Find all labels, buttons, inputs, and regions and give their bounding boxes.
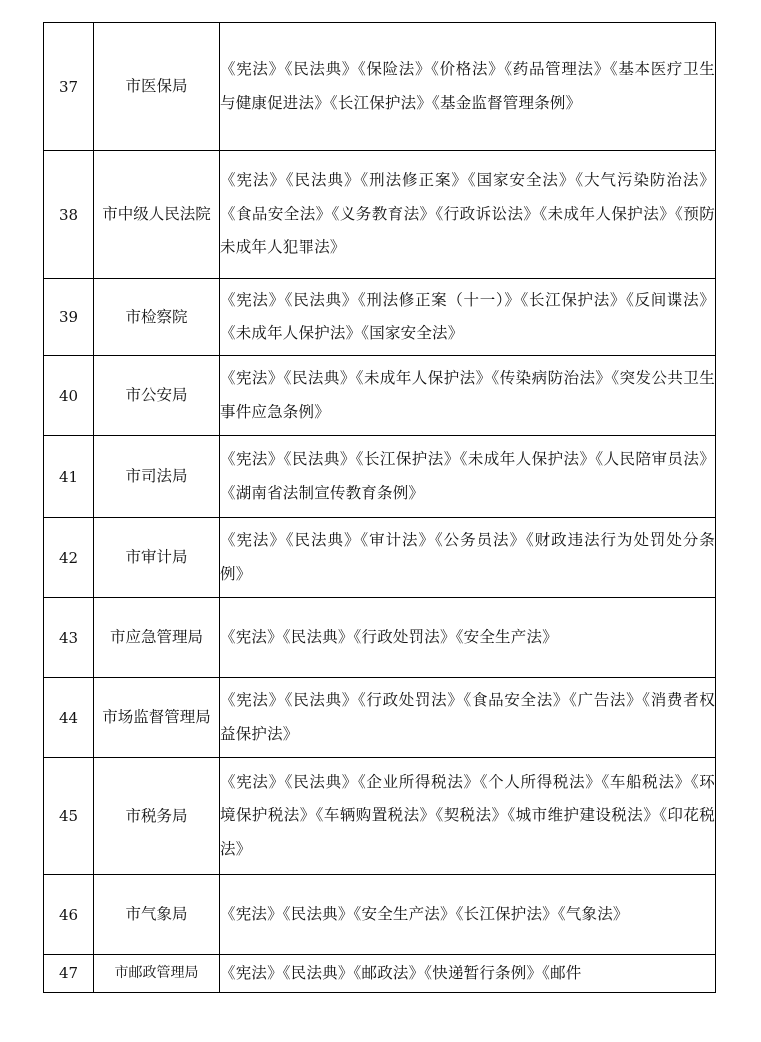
law-list: 《宪法》《民法典》《未成年人保护法》《传染病防治法》《突发公共卫生事件应急条例》 <box>220 356 716 436</box>
table-row <box>44 678 716 758</box>
row-number: 38 <box>44 151 94 279</box>
law-list: 《宪法》《民法典》《邮政法》《快递暂行条例》《邮件 <box>220 955 716 993</box>
row-number: 39 <box>44 279 94 356</box>
department-name: 市场监督管理局 <box>94 678 220 758</box>
department-name: 市中级人民法院 <box>94 151 220 279</box>
law-publicity-table <box>43 22 716 993</box>
table-row <box>44 598 716 678</box>
table-row <box>44 279 716 356</box>
table-row <box>44 518 716 598</box>
row-number: 40 <box>44 356 94 436</box>
table-row <box>44 758 716 875</box>
law-list: 《宪法》《民法典》《行政处罚法》《食品安全法》《广告法》《消费者权益保护法》 <box>220 678 716 758</box>
department-name: 市邮政管理局 <box>94 955 220 993</box>
department-name: 市医保局 <box>94 23 220 151</box>
department-name: 市公安局 <box>94 356 220 436</box>
department-name: 市检察院 <box>94 279 220 356</box>
table-row <box>44 356 716 436</box>
table-row <box>44 23 716 151</box>
law-list: 《宪法》《民法典》《行政处罚法》《安全生产法》 <box>220 598 716 678</box>
table-row <box>44 436 716 518</box>
department-name: 市税务局 <box>94 758 220 875</box>
law-list: 《宪法》《民法典》《审计法》《公务员法》《财政违法行为处罚处分条例》 <box>220 518 716 598</box>
row-number: 46 <box>44 875 94 955</box>
row-number: 41 <box>44 436 94 518</box>
row-number: 47 <box>44 955 94 993</box>
table-row <box>44 151 716 279</box>
department-name: 市气象局 <box>94 875 220 955</box>
table-row <box>44 875 716 955</box>
law-list: 《宪法》《民法典》《企业所得税法》《个人所得税法》《车船税法》《环境保护税法》《车辆购置税法》《契税法》《城市维护建设税法》《印花税法》 <box>220 758 716 875</box>
row-number: 42 <box>44 518 94 598</box>
law-list: 《宪法》《民法典》《刑法修正案（十一）》《长江保护法》《反间谍法》《未成年人保护法》《国家安全法》 <box>220 279 716 356</box>
row-number: 44 <box>44 678 94 758</box>
law-list: 《宪法》《民法典》《长江保护法》《未成年人保护法》《人民陪审员法》《湖南省法制宣传教育条例》 <box>220 436 716 518</box>
law-list: 《宪法》《民法典》《刑法修正案》《国家安全法》《大气污染防治法》《食品安全法》《义务教育法》《行政诉讼法》《未成年人保护法》《预防未成年人犯罪法》 <box>220 151 716 279</box>
row-number: 37 <box>44 23 94 151</box>
law-list: 《宪法》《民法典》《安全生产法》《长江保护法》《气象法》 <box>220 875 716 955</box>
department-name: 市审计局 <box>94 518 220 598</box>
row-number: 45 <box>44 758 94 875</box>
row-number: 43 <box>44 598 94 678</box>
table-row <box>44 955 716 993</box>
law-list: 《宪法》《民法典》《保险法》《价格法》《药品管理法》《基本医疗卫生与健康促进法》《长江保护法》《基金监督管理条例》 <box>220 23 716 151</box>
department-name: 市司法局 <box>94 436 220 518</box>
department-name: 市应急管理局 <box>94 598 220 678</box>
